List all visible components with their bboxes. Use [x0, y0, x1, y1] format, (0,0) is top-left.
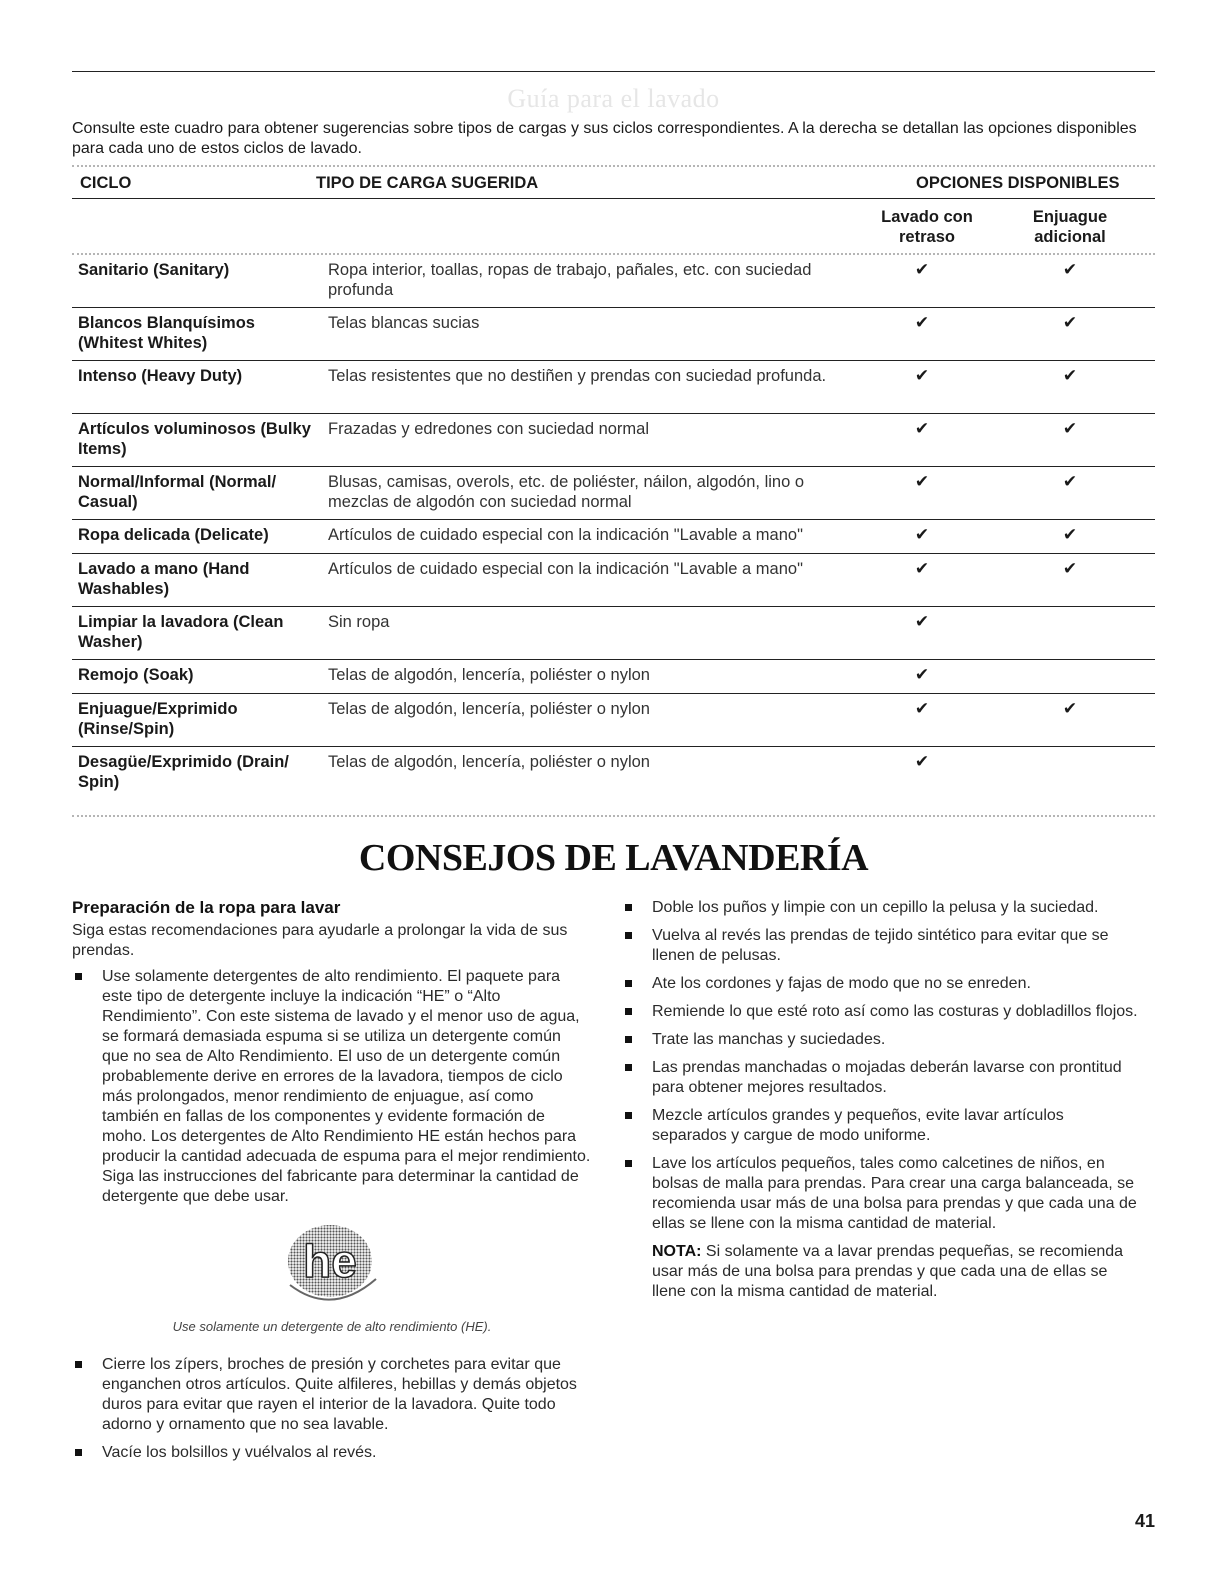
he-logo-icon — [272, 1221, 392, 1305]
extra-rinse-check-icon: ✔ — [1062, 260, 1078, 279]
list-item — [72, 967, 592, 1207]
table-row — [72, 747, 1155, 797]
cycle-name: Enjuague/Exprimido (Rinse/Spin) — [78, 700, 238, 738]
he-logo — [72, 1221, 592, 1311]
tips-left-column — [72, 898, 592, 1471]
prep-list — [72, 967, 592, 1207]
delay-wash-check-icon: ✔ — [914, 472, 930, 491]
list-item — [622, 1058, 1142, 1098]
bullet-icon — [625, 1064, 632, 1071]
list-item — [622, 1002, 1142, 1022]
bullet-icon — [75, 973, 82, 980]
guide-intro: Consulte este cuadro para obtener sugerencias sobre tipos de cargas y sus ciclos correspondientes. A la derecha se detallan las opciones disponibles para cada uno de estos ciclos de lavado. — [72, 120, 1137, 157]
note-label: NOTA: — [652, 1243, 702, 1260]
dotted-divider — [72, 815, 1155, 817]
list-item — [622, 1030, 1142, 1050]
cycle-name: Limpiar la lavadora (Clean Washer) — [78, 613, 284, 651]
cycle-name: Intenso (Heavy Duty) — [78, 367, 243, 385]
delay-wash-check-icon: ✔ — [914, 525, 930, 544]
table-row — [72, 694, 1155, 747]
extra-rinse-check-icon: ✔ — [1062, 559, 1078, 578]
bullet-icon — [625, 1036, 632, 1043]
list-item-text: Doble los puños y limpie con un cepillo la pelusa y la suciedad. — [652, 899, 1099, 916]
table-row — [72, 255, 1155, 308]
extra-rinse-check-icon: ✔ — [1062, 419, 1078, 438]
extra-rinse-check-icon: ✔ — [1062, 699, 1078, 718]
prep-heading: Preparación de la ropa para lavar — [72, 898, 341, 917]
extra-rinse-check-icon: ✔ — [1062, 313, 1078, 332]
delay-wash-check-icon: ✔ — [914, 313, 930, 332]
prep-intro: Siga estas recomendaciones para ayudarle a prolongar la vida de sus prendas. — [72, 922, 568, 959]
cycle-name: Remojo (Soak) — [78, 666, 194, 684]
guide-title: Guía para el lavado — [507, 84, 720, 113]
load-type: Telas de algodón, lencería, poliéster o nylon — [328, 753, 650, 771]
table-row — [72, 554, 1155, 607]
page-number: 41 — [1134, 1511, 1155, 1531]
delay-wash-check-icon: ✔ — [914, 752, 930, 771]
table-row — [72, 467, 1155, 520]
list-item-text: Lave los artículos pequeños, tales como calcetines de niños, en bolsas de malla para prendas. Para crear una carga balanceada, se recomienda usar más de una bolsa para prendas y que cada una de ellas se llene con la misma cantidad de material. — [652, 1155, 1137, 1232]
table-row — [72, 660, 1155, 694]
cycle-name: Blancos Blanquísimos (Whitest Whites) — [78, 314, 255, 352]
top-rule — [72, 71, 1155, 72]
delay-wash-check-icon: ✔ — [914, 559, 930, 578]
delay-wash-check-icon: ✔ — [914, 260, 930, 279]
bullet-icon — [625, 932, 632, 939]
prep-list-continued — [72, 1355, 592, 1463]
extra-rinse-check-icon: ✔ — [1062, 472, 1078, 491]
he-caption: Use solamente un detergente de alto rendimiento (HE). — [172, 1319, 492, 1334]
load-type: Ropa interior, toallas, ropas de trabajo, pañales, etc. con suciedad profunda — [328, 261, 812, 299]
cycle-name: Lavado a mano (Hand Washables) — [78, 560, 250, 598]
header-rule — [72, 198, 1155, 199]
table-row — [72, 414, 1155, 467]
list-item-text: Remiende lo que esté roto así como las costuras y dobladillos flojos. — [652, 1003, 1138, 1020]
dotted-divider — [72, 165, 1155, 167]
list-item — [72, 1443, 592, 1463]
bullet-icon — [75, 1361, 82, 1368]
list-item — [72, 1355, 592, 1435]
bullet-icon — [625, 980, 632, 987]
header-load: TIPO DE CARGA SUGERIDA — [316, 174, 539, 192]
list-item-text: Vuelva al revés las prendas de tejido sintético para evitar que se llenen de pelusas. — [652, 927, 1109, 964]
cycle-name: Ropa delicada (Delicate) — [78, 526, 269, 544]
bullet-icon — [625, 1008, 632, 1015]
subheader-delay-wash: Lavado con retraso — [881, 208, 973, 246]
bullet-icon — [625, 1160, 632, 1167]
delay-wash-check-icon: ✔ — [914, 612, 930, 631]
list-item — [622, 926, 1142, 966]
load-type: Telas resistentes que no destiñen y prendas con suciedad profunda. — [328, 367, 827, 385]
list-item — [622, 1106, 1142, 1146]
table-row — [72, 520, 1155, 554]
bullet-icon — [625, 1112, 632, 1119]
cycle-name: Normal/Informal (Normal/ Casual) — [78, 473, 277, 511]
header-options: OPCIONES DISPONIBLES — [916, 174, 1120, 192]
he-logo-text: he — [303, 1235, 357, 1287]
load-type: Frazadas y edredones con suciedad normal — [328, 420, 650, 438]
tips-right-column — [622, 898, 1142, 1302]
delay-wash-check-icon: ✔ — [914, 699, 930, 718]
load-type: Telas de algodón, lencería, poliéster o nylon — [328, 666, 650, 684]
extra-rinse-check-icon: ✔ — [1062, 366, 1078, 385]
table-row — [72, 361, 1155, 414]
cycle-name: Artículos voluminosos (Bulky Items) — [78, 420, 311, 458]
list-item-text: Las prendas manchadas o mojadas deberán lavarse con prontitud para obtener mejores resultados. — [652, 1059, 1122, 1096]
load-type: Blusas, camisas, overols, etc. de poliéster, náilon, algodón, lino o mezclas de algodón con suciedad normal — [328, 473, 805, 511]
load-type: Artículos de cuidado especial con la indicación "Lavable a mano" — [328, 526, 803, 544]
list-item — [622, 898, 1142, 918]
load-type: Telas blancas sucias — [328, 314, 480, 332]
load-type: Sin ropa — [328, 613, 390, 631]
table-row — [72, 607, 1155, 660]
cycle-table — [72, 255, 1155, 797]
header-cycle: CICLO — [80, 174, 132, 192]
bullet-icon — [75, 1449, 82, 1456]
delay-wash-check-icon: ✔ — [914, 419, 930, 438]
list-item-text: Trate las manchas y suciedades. — [652, 1031, 886, 1048]
tips-title: CONSEJOS DE LAVANDERÍA — [358, 837, 869, 879]
list-item — [622, 974, 1142, 994]
list-item-text: Mezcle artículos grandes y pequeños, evite lavar artículos separados y cargue de modo uniforme. — [652, 1107, 1064, 1144]
table-row — [72, 308, 1155, 361]
delay-wash-check-icon: ✔ — [914, 366, 930, 385]
list-item — [622, 1154, 1142, 1234]
cycle-name: Sanitario (Sanitary) — [78, 261, 230, 279]
note-text: Si solamente va a lavar prendas pequeñas, se recomienda usar más de una bolsa para prendas y que cada una de ellas se llene con la misma cantidad de material. — [652, 1243, 1124, 1300]
list-item-text: Vacíe los bolsillos y vuélvalos al revés. — [102, 1444, 377, 1461]
list-item-text: Ate los cordones y fajas de modo que no se enreden. — [652, 975, 1031, 992]
note — [622, 1242, 1142, 1302]
manual-page — [72, 0, 1155, 1585]
extra-rinse-check-icon: ✔ — [1062, 525, 1078, 544]
load-type: Artículos de cuidado especial con la indicación "Lavable a mano" — [328, 560, 803, 578]
delay-wash-check-icon: ✔ — [914, 665, 930, 684]
load-type: Telas de algodón, lencería, poliéster o nylon — [328, 700, 650, 718]
bullet-icon — [625, 904, 632, 911]
subheader-extra-rinse: Enjuague adicional — [1032, 208, 1108, 246]
list-item-text: Use solamente detergentes de alto rendimiento. El paquete para este tipo de detergente incluye la indicación “HE” o “Alto Rendimiento”. Con este sistema de lavado y el menor uso de agua, se formará demasiada espuma si se utiliza un detergente común que no sea de Alto Rendimiento. El uso de un detergente común probablemente derive en errores de la lavadora, tiempos de ciclo más prolongados, menor rendimiento de enjuague, así como también en fallas de los componentes y evidente formación de moho. Los detergentes de Alto Rendimiento HE están hechos para producir la cantidad adecuada de espuma para el mejor rendimiento. Siga las instrucciones del fabricante para determinar la cantidad de detergente que debe usar. — [102, 968, 591, 1205]
tips-list — [622, 898, 1142, 1234]
list-item-text: Cierre los zípers, broches de presión y corchetes para evitar que enganchen otros artículos. Quite alfileres, hebillas y demás objetos duros para evitar que rayen el interior de la lavadora. Quite todo adorno y ornamento que no sea lavable. — [102, 1356, 577, 1433]
cycle-name: Desagüe/Exprimido (Drain/ Spin) — [78, 753, 289, 791]
